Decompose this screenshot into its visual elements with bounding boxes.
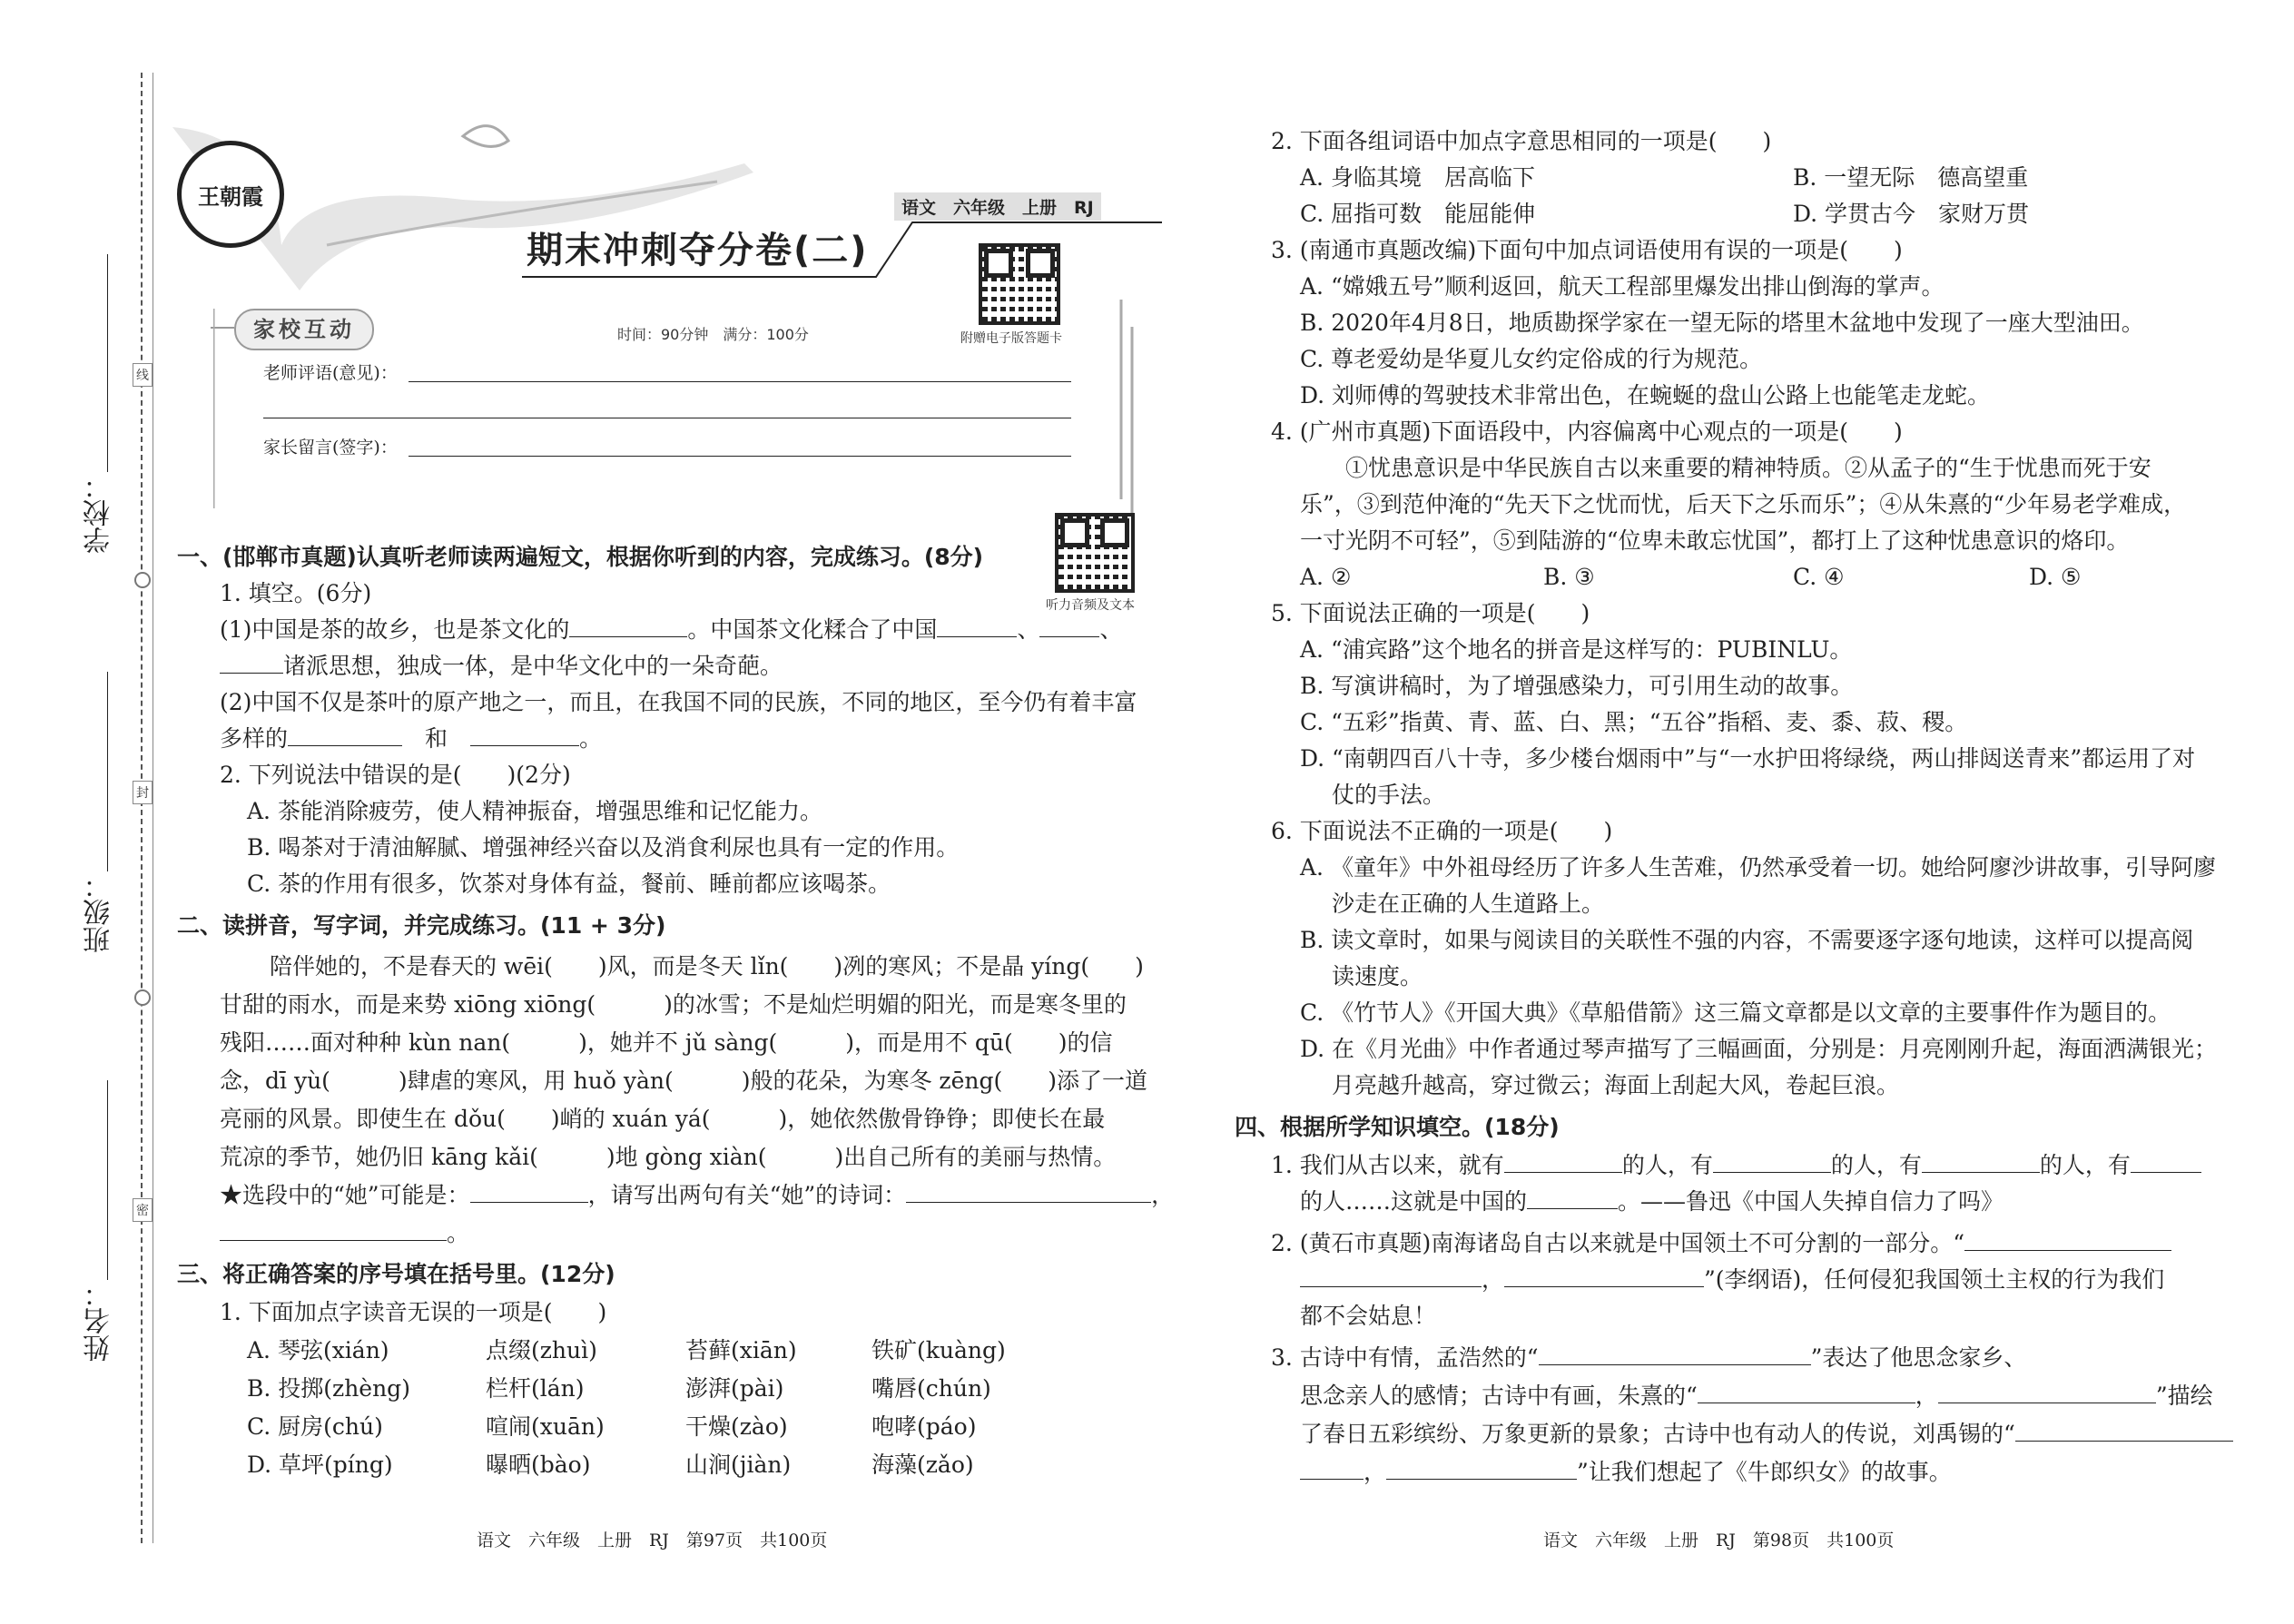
r-q6-option-a-2: 沙走在正确的人生道路上。: [1332, 891, 1605, 917]
audio-qr-caption: 听力音频及文本: [1046, 598, 1135, 613]
home-school-text: 家校互动: [253, 317, 355, 342]
s4-q2-d: 都不会姑息！: [1300, 1303, 1437, 1329]
s4-q2-c: ”(李纲语)，任何侵犯我国领土主权的行为我们: [1704, 1266, 2165, 1293]
r-q3: 3. (南通市真题改编)下面句中加点词语使用有误的一项是( ): [1271, 237, 1903, 263]
binding-dashed-line: [141, 73, 143, 1543]
s4-q3-h: ”让我们想起了《牛郎织女》的故事。: [1577, 1459, 1952, 1485]
s4-q3-a: 3. 古诗中有情，孟浩然的“: [1271, 1344, 1539, 1371]
s1-q1-a2: 。中国茶文化糅合了中国: [687, 616, 938, 643]
r-q5-option-d-2: 仗的手法。: [1332, 782, 1446, 808]
s3-q1-d-4: 海藻(zǎo): [871, 1452, 974, 1478]
section-4-title: 四、根据所学知识填空。(18分): [1235, 1114, 1560, 1140]
s2-star-2: ，请写出两句有关“她”的诗词：: [587, 1182, 907, 1208]
s4-q3-b: ”表达了他思念家乡、: [1810, 1344, 2027, 1371]
seal-mark-secret: 密: [133, 1198, 153, 1222]
s3-q1-a-3: 苔藓(xiān): [685, 1337, 797, 1363]
s4-q3-c: 思念亲人的感情；古诗中有画，朱熹的“: [1300, 1383, 1698, 1409]
r-q6-option-b-2: 读速度。: [1332, 963, 1423, 989]
r-q5-option-d-1: D. “南朝四百八十寺，多少楼台烟雨中”与“一水护田将绿绕，两山排闼送青来”都运用了对: [1300, 745, 2196, 772]
parent-label: 家长留言(签字)：: [263, 438, 398, 458]
r-q5: 5. 下面说法正确的一项是( ): [1271, 600, 1590, 626]
s4-q1-e: 的人……这就是中国的: [1300, 1188, 1528, 1215]
s1-q2-option-a: A. 茶能消除疲劳，使人精神振奋，增强思维和记忆能力。: [247, 798, 822, 824]
r-q2-option-b: B. 一望无际 德高望重: [1793, 164, 2029, 191]
right-page-footer: 语文 六年级 上册 RJ 第98页 共100页: [1543, 1530, 1895, 1550]
seal-mark-line: 线: [133, 363, 153, 387]
section-1-title: 一、(邯郸市真题)认真听老师读两遍短文，根据你听到的内容，完成练习。(8分): [177, 544, 984, 570]
answer-blank[interactable]: [569, 613, 687, 637]
r-q4-passage-1: ①忧患意识是中华民族自古以来重要的精神特质。②从孟子的“生于忧患而死于安: [1345, 455, 2151, 481]
answer-card-caption: 附赠电子版答题卡: [960, 331, 1062, 346]
r-q2-option-d: D. 学贯古今 家财万贯: [1793, 201, 2030, 227]
s3-q1-b-3: 澎湃(pài): [685, 1375, 784, 1402]
frame-decoration: [213, 300, 1176, 517]
s2-line-3: 残阳……面对种种 kùn nan( )，她并不 jǔ sàng( )，而是用不 qū( )的信: [220, 1029, 1113, 1056]
answer-blank[interactable]: [470, 1178, 588, 1203]
s4-q1-line-2: [1300, 1184, 2004, 1220]
s1-q1: 1. 填空。(6分): [220, 580, 372, 606]
exam-time-info: 时间：90分钟 满分：100分: [617, 326, 809, 343]
r-q4-option-d: D. ⑤: [2029, 564, 2082, 590]
subject-tag: 语文 六年级 上册 RJ: [894, 192, 1101, 221]
s2-line-5: 亮丽的风景。即使生在 dǒu( )峭的 xuán yá( )，她依然傲骨铮铮；即使长在最: [220, 1106, 1106, 1132]
s4-q1-d: 的人，有: [2039, 1152, 2131, 1178]
s3-q1-a-2: 点缀(zhuì): [486, 1337, 597, 1363]
s4-q3-d: ，: [1915, 1383, 1938, 1409]
s4-q3-line-3: [1300, 1416, 2233, 1452]
answer-blank[interactable]: [220, 1216, 447, 1241]
section-3-title: 三、将正确答案的序号填在括号里。(12分): [177, 1261, 615, 1287]
page-title: 期末冲刺夺分卷(二): [527, 230, 869, 271]
s4-q3-line-1: [1271, 1340, 2026, 1376]
s4-q1-c: 的人，有: [1830, 1152, 1922, 1178]
name-field: [107, 1080, 108, 1280]
r-q6-option-b-1: B. 读文章时，如果与阅读目的关联性不强的内容，不需要逐字逐句地读，这样可以提高阅: [1300, 927, 2194, 953]
s1-q2-option-c: C. 茶的作用有很多，饮茶对身体有益，餐前、睡前都应该喝茶。: [247, 871, 891, 897]
s4-q3-line-2: [1300, 1378, 2213, 1414]
binding-hole-1: [134, 572, 151, 588]
r-q4-passage-2: 乐”，③到范仲淹的“先天下之忧而忧，后天下之乐而乐”；④从朱熹的“少年易老学难成，: [1300, 491, 2187, 517]
r-q2-option-a: A. 身临其境 居高临下: [1300, 164, 1535, 191]
teacher-label: 老师评语(意见)：: [263, 363, 398, 383]
s3-q1-c-3: 干燥(zào): [685, 1413, 788, 1440]
s4-q2-a: 2. (黄石市真题)南海诸岛自古以来就是中国领土不可分割的一部分。“: [1271, 1230, 1965, 1256]
r-q5-option-b: B. 写演讲稿时，为了增强感染力，可引用生动的故事。: [1300, 673, 1854, 699]
s4-q3-e: ”描绘: [2155, 1383, 2213, 1409]
s4-q2-b: ，: [1482, 1266, 1505, 1293]
audio-qr-code[interactable]: [1055, 513, 1135, 593]
r-q4: 4. (广州市真题)下面语段中，内容偏离中心观点的一项是( ): [1271, 418, 1903, 445]
s4-q1-a: 1. 我们从古以来，就有: [1271, 1152, 1504, 1178]
answer-blank[interactable]: [1300, 1263, 1482, 1287]
s2-line-6: 荒凉的季节，她仍旧 kāng kǎi( )地 gòng xiàn( )出自己所有的美丽与热情。: [220, 1144, 1117, 1170]
s2-star-3: 。: [447, 1220, 470, 1246]
answer-blank[interactable]: [2015, 1417, 2233, 1442]
r-q6: 6. 下面说法不正确的一项是( ): [1271, 818, 1613, 844]
answer-blank[interactable]: [906, 1178, 1151, 1203]
s4-q3-line-4: [1300, 1454, 1952, 1491]
answer-blank[interactable]: [937, 613, 1017, 637]
answer-blank[interactable]: [1698, 1379, 1915, 1403]
left-page-footer: 语文 六年级 上册 RJ 第97页 共100页: [477, 1530, 828, 1550]
s3-q1-c-2: 喧闹(xuān): [486, 1413, 605, 1440]
s4-q3-f: 了春日五彩缤纷、万象更新的景象；古诗中也有动人的传说，刘禹锡的“: [1300, 1421, 2015, 1447]
s1-q1-b: 诸派思想，独成一体，是中华文化中的一朵奇葩。: [283, 653, 783, 679]
answer-blank[interactable]: [1964, 1226, 2171, 1251]
answer-blank[interactable]: [1527, 1185, 1618, 1209]
answer-blank[interactable]: [1922, 1148, 2040, 1173]
r-q6-option-d-1: D. 在《月光曲》中作者通过琴声描写了三幅画面，分别是：月亮刚刚升起，海面洒满银光；: [1300, 1036, 2218, 1062]
s1-q1-d1: 多样的: [220, 725, 289, 752]
answer-blank[interactable]: [1039, 613, 1099, 637]
s1-q2-option-b: B. 喝茶对于清油解腻、增强神经兴奋以及消食利尿也具有一定的作用。: [247, 834, 960, 861]
r-q6-option-d-2: 月亮越升越高，穿过微云；海面上刮起大风，卷起巨浪。: [1332, 1072, 1900, 1098]
s3-q1-b-2: 栏杆(lán): [486, 1375, 585, 1402]
s1-q1-c: (2)中国不仅是茶叶的原产地之一，而且，在我国不同的民族，不同的地区，至今仍有着丰富: [220, 689, 1137, 715]
s2-star-1: ★选段中的“她”可能是：: [220, 1182, 470, 1208]
s3-q1-d-1: D. 草坪(píng): [247, 1452, 393, 1478]
s3-q1-a-4: 铁矿(kuàng): [871, 1337, 1006, 1363]
logo-text: 王朝霞: [198, 182, 263, 210]
brand-logo: [177, 141, 284, 248]
s4-q1-line-1: [1271, 1147, 2201, 1184]
r-q4-option-a: A. ②: [1300, 564, 1352, 590]
s4-q2-line-2: [1300, 1262, 2164, 1298]
class-label: 班级：: [84, 871, 115, 953]
s3-q1-a-1: A. 琴弦(xián): [247, 1337, 389, 1363]
answer-blank[interactable]: [220, 649, 283, 674]
r-q3-option-a: A. “嫦娥五号”顺利返回，航天工程部里爆发出排山倒海的掌声。: [1300, 273, 1944, 300]
s1-q1-line-d: 多样的 和 。: [220, 721, 602, 757]
r-q5-option-c: C. “五彩”指黄、青、蓝、白、黑；“五谷”指稻、麦、黍、菽、稷。: [1300, 709, 1968, 735]
school-field: [107, 254, 108, 472]
s4-q1-f: 。——鲁迅《中国人失掉自信力了吗》: [1618, 1188, 2004, 1215]
s2-star-line-2: [220, 1216, 469, 1252]
answer-blank[interactable]: [1504, 1263, 1704, 1287]
answer-blank[interactable]: [1938, 1379, 2156, 1403]
seal-mark-seal: 封: [133, 781, 153, 804]
r-q6-option-c: C. 《竹节人》《开国大典》《草船借箭》这三篇文章都是以文章的主要事件作为题目的。: [1300, 999, 2171, 1026]
section-2-title: 二、读拼音，写字词，并完成练习。(11 + 3分): [177, 912, 666, 939]
r-q2-option-c: C. 屈指可数 能屈能伸: [1300, 201, 1536, 227]
s1-q1-d2: 和: [425, 725, 448, 752]
answer-blank[interactable]: [1504, 1148, 1622, 1173]
s1-q2: 2. 下列说法中错误的是( )(2分): [220, 762, 571, 788]
answer-blank[interactable]: [1386, 1455, 1577, 1480]
r-q6-option-a-1: A. 《童年》中外祖母经历了许多人生苦难，仍然承受着一切。她给阿廖沙讲故事，引导阿廖: [1300, 854, 2216, 881]
answer-blank[interactable]: [470, 722, 579, 746]
s3-q1-c-4: 咆哮(páo): [871, 1413, 977, 1440]
r-q4-passage-3: 一寸光阴不可轻”，⑤到陆游的“位卑未敢忘忧国”，都打上了这种忧患意识的烙印。: [1300, 527, 2130, 554]
r-q4-option-b: B. ③: [1543, 564, 1595, 590]
r-q2: 2. 下面各组词语中加点字意思相同的一项是( ): [1271, 128, 1772, 154]
s1-q1-a1: (1)中国是茶的故乡，也是茶文化的: [220, 616, 570, 643]
s2-line-2: 甘甜的雨水，而是来势 xiōng xiōng( )的冰雪；不是灿烂明媚的阳光，而是寒冬里的: [220, 991, 1127, 1018]
s1-q1-line-a: (1)中国是茶的故乡，也是茶文化的 。中国茶文化糅合了中国 、 、: [220, 612, 1122, 648]
s3-q1-d-2: 曝晒(bào): [486, 1452, 591, 1478]
r-q3-option-d: D. 刘师傅的驾驶技术非常出色，在蜿蜒的盘山公路上也能笔走龙蛇。: [1300, 382, 1991, 408]
r-q3-option-c: C. 尊老爱幼是华夏儿女约定俗成的行为规范。: [1300, 346, 1763, 372]
r-q5-option-a: A. “浦宾路”这个地名的拼音是这样写的：PUBINLU。: [1300, 636, 1853, 663]
s2-line-1: 陪伴她的，不是春天的 wēi( )风，而是冬天 lǐn( )冽的寒风；不是晶 yíng( ): [270, 953, 1144, 979]
school-label: 学校：: [84, 472, 115, 554]
binding-hole-2: [134, 989, 151, 1006]
s1-q1-line-b: [220, 648, 783, 684]
class-field: [107, 672, 108, 871]
answer-blank[interactable]: [1713, 1148, 1831, 1173]
s4-q2-line-1: [1271, 1225, 2171, 1262]
answer-blank[interactable]: [2131, 1148, 2201, 1173]
r-q4-option-c: C. ④: [1793, 564, 1845, 590]
s3-q1-b-1: B. 投掷(zhèng): [247, 1375, 410, 1402]
r-q3-option-b: B. 2020年4月8日，地质勘探学家在一望无际的塔里木盆地中发现了一座大型油田。: [1300, 310, 2144, 336]
s4-q1-b: 的人，有: [1621, 1152, 1713, 1178]
s3-q1-b-4: 嘴唇(chún): [871, 1375, 991, 1402]
answer-blank[interactable]: [1300, 1455, 1364, 1480]
answer-blank[interactable]: [288, 722, 402, 746]
s2-line-4: 念，dī yù( )肆虐的寒风，用 huǒ yàn( )般的花朵，为寒冬 zēng( )添了一道: [220, 1068, 1147, 1094]
s3-q1-d-3: 山涧(jiàn): [685, 1452, 792, 1478]
s2-star-question: ★选段中的“她”可能是： ，请写出两句有关“她”的诗词： ，: [220, 1177, 1174, 1214]
s3-q1: 1. 下面加点字读音无误的一项是( ): [220, 1299, 607, 1325]
s3-q1-c-1: C. 厨房(chú): [247, 1413, 383, 1440]
s4-q3-g: ，: [1364, 1459, 1387, 1485]
answer-blank[interactable]: [1539, 1341, 1811, 1365]
name-label: 姓名：: [84, 1280, 115, 1362]
